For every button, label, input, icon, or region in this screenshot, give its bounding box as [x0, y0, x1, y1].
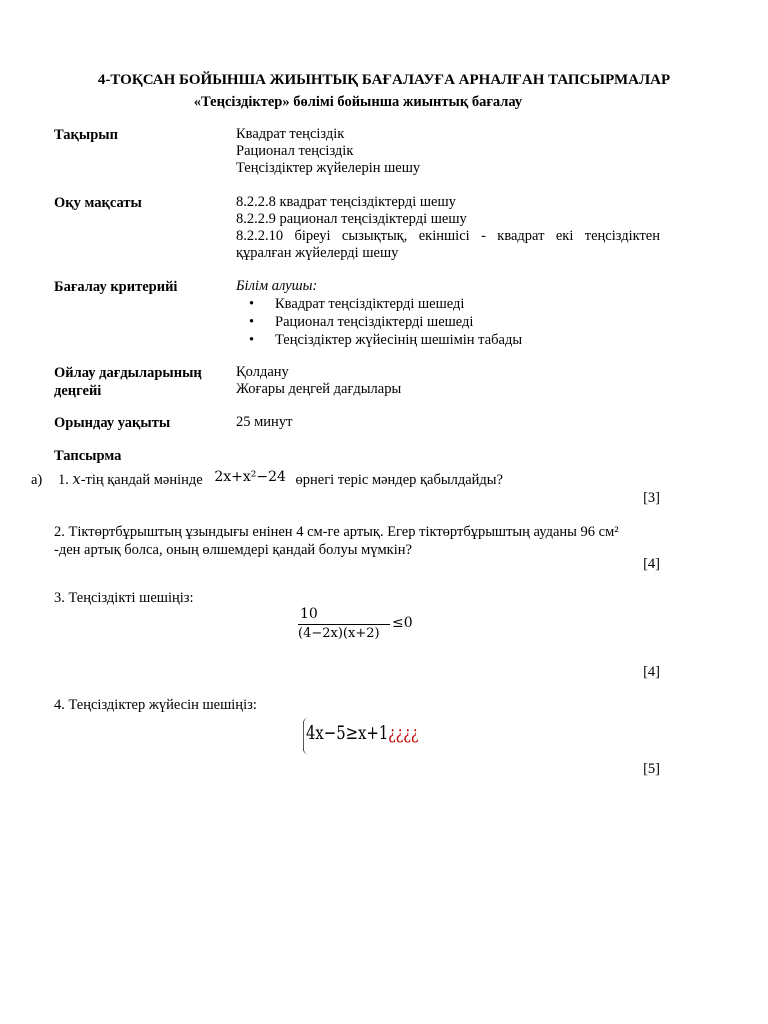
thinking-label: Ойлау дағдыларының деңгейі	[54, 365, 202, 399]
criteria-intro: Білім алушы:	[236, 278, 318, 294]
bullet-icon: •	[249, 332, 255, 348]
topic-line: Квадрат теңсіздік	[236, 126, 345, 142]
objective-line: 8.2.2.10 біреуі сызықтық, екіншісі - квадрат екі теңсіздіктен құралған жүйелерді шешу	[236, 228, 660, 261]
question-1: 1. x-тің қандай мәнінде 2x+x²−24 өрнегі теріс мәндер қабылдайды?	[58, 469, 503, 488]
question-4: 4. Теңсіздіктер жүйесін шешіңіз:	[54, 697, 257, 713]
q4-system	[306, 722, 418, 744]
fraction-bar	[298, 624, 390, 625]
topic-values	[236, 126, 660, 177]
fraction-numerator: 10	[300, 606, 318, 622]
score-q2: [4]	[643, 556, 660, 572]
objective-line: 8.2.2.9 рационал теңсіздіктерді шешу	[236, 211, 467, 227]
page-subtitle: «Теңсіздіктер» бөлімі бойынша жиынтық бағалау	[193, 94, 523, 110]
q1-expression: 2x+x²−24	[214, 469, 286, 485]
q3-fraction	[298, 606, 413, 641]
list-item: • Квадрат теңсіздіктерді шешеді	[249, 296, 465, 312]
fraction-denominator: (4−2x)(x+2)	[298, 626, 380, 641]
thinking-line: Қолдану	[236, 364, 289, 380]
thinking-values	[236, 364, 660, 398]
criteria-list	[236, 295, 660, 349]
topic-line: Рационал теңсіздік	[236, 143, 354, 159]
garbled-text: ¿¿¿¿	[388, 723, 419, 744]
criteria-label: Бағалау критерийі	[54, 279, 178, 295]
objectives-label: Оқу мақсаты	[54, 195, 142, 211]
score-q4: [5]	[643, 761, 660, 777]
topic-line: Теңсіздіктер жүйелерін шешу	[236, 160, 421, 176]
bullet-icon: •	[249, 314, 255, 330]
score-q3: [4]	[643, 664, 660, 680]
objectives-values	[236, 194, 660, 262]
bullet-icon: •	[249, 296, 255, 312]
list-item: • Теңсіздіктер жүйесінің шешімін табады	[249, 332, 523, 348]
objective-line: 8.2.2.8 квадрат теңсіздіктерді шешу	[236, 194, 456, 210]
page-title: 4-ТОҚСАН БОЙЫНША ЖИЫНТЫҚ БАҒАЛАУҒА АРНАЛҒАН ТАПСЫРМАЛАР	[97, 72, 671, 88]
task-marker: а)	[31, 472, 43, 488]
system-inequality: 4x−5≥x+1	[306, 722, 389, 744]
question-3: 3. Теңсіздікті шешіңіз:	[54, 590, 194, 606]
tasks-heading: Тапсырма	[54, 448, 122, 464]
criteria-values	[236, 278, 660, 349]
score-q1: [3]	[643, 490, 660, 506]
system-brace	[303, 718, 308, 754]
list-item: • Рационал теңсіздіктерді шешеді	[249, 314, 474, 330]
thinking-line: Жоғары деңгей дағдылары	[236, 381, 402, 397]
time-value: 25 минут	[236, 414, 293, 430]
fraction-relation: ≤0	[392, 615, 413, 631]
question-2: 2. Тіктөртбұрыштың ұзындығы енінен 4 см-ге артық. Егер тіктөртбұрыштың ауданы 96 см² -ден артық болса, оның өлшемдері қандай болуы мүмкін?	[54, 524, 619, 558]
topic-label: Тақырып	[54, 127, 118, 143]
time-label: Орындау уақыты	[54, 415, 171, 431]
